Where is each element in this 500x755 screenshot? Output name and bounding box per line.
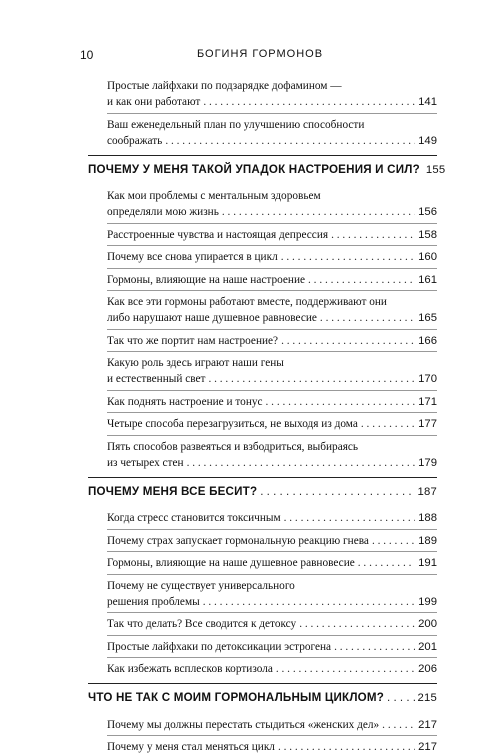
- dot-leader: [281, 249, 415, 265]
- toc-entry-title: ПОЧЕМУ МЕНЯ ВСЕ БЕСИТ?: [88, 484, 258, 498]
- toc-entry[interactable]: [107, 616, 437, 632]
- toc-page-number: 149: [418, 134, 437, 147]
- toc-chapter[interactable]: [88, 484, 437, 500]
- chapter-rule: [88, 683, 437, 684]
- toc-page-number: 215: [417, 692, 437, 704]
- toc-chapter[interactable]: [88, 162, 446, 178]
- dot-leader: [358, 555, 415, 571]
- dot-leader: [266, 394, 416, 410]
- toc-entry-title: соображать: [107, 134, 163, 147]
- dot-leader: [281, 333, 415, 349]
- toc-entry[interactable]: [107, 355, 437, 387]
- toc-entry-title: и естественный свет: [107, 373, 206, 385]
- dot-leader: [382, 717, 415, 733]
- toc-entry[interactable]: [107, 717, 437, 733]
- entry-separator: [107, 412, 437, 413]
- entry-separator: [107, 635, 437, 636]
- toc-page-number: 179: [418, 456, 437, 469]
- entry-separator: [107, 290, 437, 291]
- dot-leader: [320, 310, 415, 326]
- toc-page-number: 191: [418, 557, 437, 569]
- toc-entry-title: Так что делать? Все сводится к детоксу: [107, 618, 297, 630]
- toc-page-number: 201: [418, 640, 437, 653]
- dot-leader: [222, 204, 415, 220]
- entry-separator: [107, 390, 437, 391]
- toc-entry-title: Как поднять настроение и тонус: [107, 395, 263, 408]
- dot-leader: [284, 510, 416, 526]
- toc-entry-title: Почему мы должны перестать стыдиться «женских дел»: [107, 718, 380, 731]
- chapter-rule: [88, 477, 437, 478]
- entry-separator: [107, 435, 437, 436]
- toc-entry[interactable]: [107, 439, 437, 471]
- toc-entry-title: Как избежать всплесков кортизола: [107, 663, 273, 675]
- chapter-rule: [88, 155, 437, 156]
- toc-entry[interactable]: [107, 639, 437, 655]
- toc-entry[interactable]: [107, 416, 437, 432]
- toc-entry-title: Так что же портит нам настроение?: [107, 334, 279, 347]
- toc-entry[interactable]: [107, 555, 437, 571]
- dot-leader: [308, 272, 415, 288]
- toc-page-number: 160: [418, 251, 437, 263]
- entry-separator: [107, 245, 437, 246]
- toc-entry-title: Почему не существует универсального: [107, 579, 295, 592]
- toc-entry[interactable]: [107, 661, 437, 677]
- toc-entry-title: Гормоны, влияющие на наше душевное равновесие: [107, 557, 355, 569]
- entry-separator: [107, 113, 437, 114]
- toc-entry-title: Ваш еженедельный план по улучшению способности: [107, 118, 365, 131]
- toc-entry-title: решения проблемы: [107, 595, 200, 608]
- entry-separator: [107, 329, 437, 330]
- dot-leader: [203, 94, 415, 110]
- toc-entry-title: Как мои проблемы с ментальным здоровьем: [107, 190, 321, 202]
- toc-page-number: 156: [418, 206, 437, 218]
- toc-page-number: 141: [418, 96, 437, 108]
- entry-separator: [107, 612, 437, 613]
- toc-page-number: 171: [418, 395, 437, 408]
- toc-entry-title: Как все эти гормоны работают вместе, поддерживают они: [107, 296, 387, 308]
- toc-page-number: 200: [418, 618, 437, 630]
- toc-chapter[interactable]: [88, 690, 437, 706]
- entry-separator: [107, 735, 437, 736]
- toc-entry-title: Простые лайфхаки по детоксикации эстрогена: [107, 640, 332, 653]
- toc-entry[interactable]: [107, 249, 437, 265]
- dot-leader: [208, 371, 415, 387]
- dot-leader: [361, 416, 415, 432]
- dot-leader: [387, 690, 415, 706]
- toc-entry-title: ЧТО НЕ ТАК С МОИМ ГОРМОНАЛЬНЫМ ЦИКЛОМ?: [88, 691, 385, 704]
- toc-page-number: 217: [418, 741, 437, 753]
- toc-entry[interactable]: [107, 510, 437, 526]
- toc-page-number: 177: [418, 418, 437, 430]
- toc-entry[interactable]: [107, 394, 437, 410]
- dot-leader: [299, 616, 415, 632]
- toc-entry[interactable]: [107, 227, 437, 243]
- toc-entry[interactable]: [107, 333, 437, 349]
- toc-page-number: 189: [418, 534, 437, 547]
- toc-entry[interactable]: [107, 188, 437, 220]
- toc-page-number: 187: [417, 485, 437, 498]
- dot-leader: [260, 484, 414, 500]
- dot-leader: [203, 594, 415, 610]
- toc-entry-title: ПОЧЕМУ У МЕНЯ ТАКОЙ УПАДОК НАСТРОЕНИЯ И СИЛ?: [88, 162, 420, 176]
- entry-separator: [107, 268, 437, 269]
- toc-page-number: 161: [418, 273, 437, 286]
- dot-leader: [372, 533, 415, 549]
- toc-entry[interactable]: [107, 578, 437, 610]
- entry-separator: [107, 551, 437, 552]
- toc-entry-title: Расстроенные чувства и настоящая депрессия: [107, 228, 329, 241]
- toc-entry[interactable]: [107, 272, 437, 288]
- entry-separator: [107, 657, 437, 658]
- toc-entry[interactable]: [107, 117, 437, 149]
- toc-entry-title: Пять способов развеяться и взбодриться, выбираясь: [107, 440, 359, 453]
- toc-entry-title: либо нарушают наше душевное равновесие: [107, 312, 317, 324]
- toc-page-number: 155: [425, 163, 446, 176]
- toc-page-number: 217: [418, 718, 437, 731]
- toc-page-number: 188: [418, 512, 437, 524]
- toc-entry-title: Почему все снова упирается в цикл: [107, 251, 278, 263]
- page-header: [80, 48, 440, 68]
- dot-leader: [276, 661, 415, 677]
- entry-separator: [107, 574, 437, 575]
- toc-page-number: 158: [418, 228, 437, 241]
- toc-entry-title: Гормоны, влияющие на наше настроение: [107, 273, 306, 286]
- toc-entry-title: Когда стресс становится токсичным: [107, 512, 281, 524]
- toc-entry[interactable]: [107, 533, 437, 549]
- toc-entry-title: Почему у меня стал меняться цикл: [107, 741, 275, 753]
- entry-separator: [107, 223, 437, 224]
- toc-entry[interactable]: [107, 739, 437, 755]
- toc-page-number: 165: [418, 312, 437, 324]
- entry-separator: [107, 351, 437, 352]
- page-number: 10: [80, 48, 94, 62]
- toc-entry-title: и как они работают: [107, 96, 201, 108]
- toc-entry-title: определяли мою жизнь: [107, 206, 219, 218]
- toc-page-number: 170: [418, 373, 437, 385]
- running-title: БОГИНЯ ГОРМОНОВ: [196, 48, 324, 60]
- dot-leader: [187, 455, 416, 471]
- dot-leader: [165, 133, 415, 149]
- toc-page-number: 199: [418, 595, 437, 608]
- toc-entry-title: из четырех стен: [107, 456, 184, 469]
- dot-leader: [334, 639, 415, 655]
- toc-entry-title: Почему страх запускает гормональную реакцию гнева: [107, 534, 369, 547]
- toc-entry-title: Простые лайфхаки по подзарядке дофамином —: [107, 80, 342, 92]
- toc-entry-title: Какую роль здесь играют наши гены: [107, 357, 284, 369]
- toc-page-number: 206: [418, 663, 437, 675]
- entry-separator: [107, 529, 437, 530]
- dot-leader: [331, 227, 415, 243]
- toc-entry[interactable]: [107, 78, 437, 110]
- toc-page-number: 166: [418, 334, 437, 347]
- dot-leader: [278, 739, 415, 755]
- toc-entry[interactable]: [107, 294, 437, 326]
- toc-entry-title: Четыре способа перезагрузиться, не выходя из дома: [107, 418, 358, 430]
